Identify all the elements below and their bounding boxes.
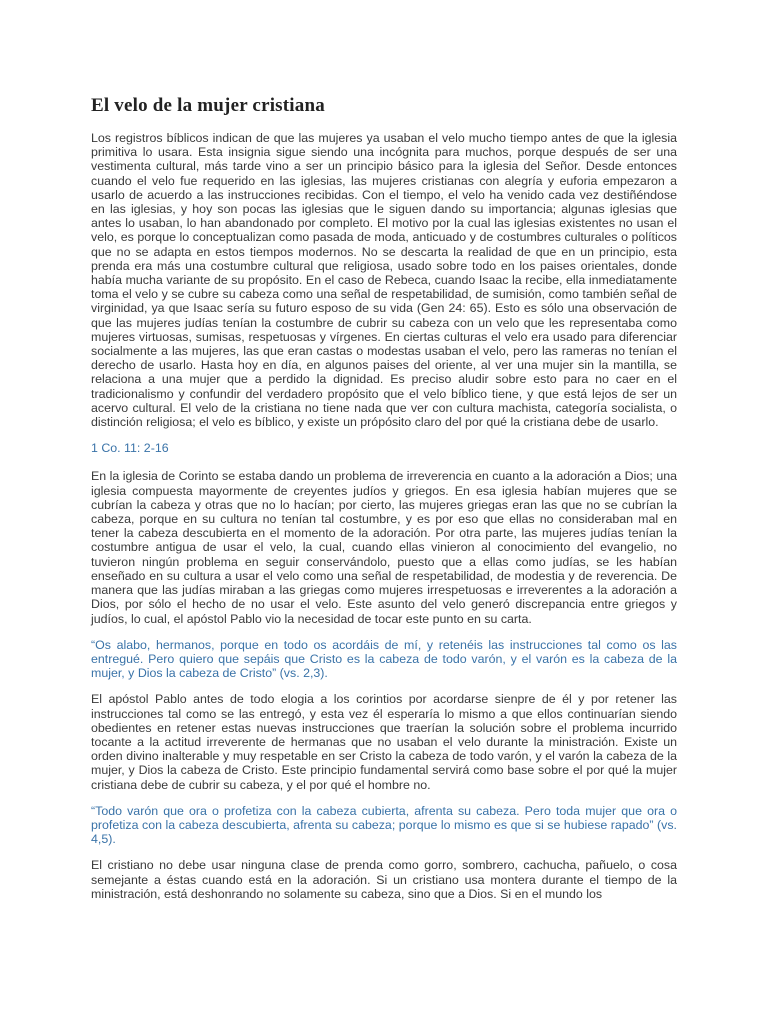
closing-paragraph: El cristiano no debe usar ninguna clase de prenda como gorro, sombrero, cachucha, pañuelo, o cosa semejante a éstas cuando está en la adoración. Si un cristiano usa montera durante el tiempo de la ministración, está deshonrando no solamente su cabeza, sino que a Dios. Si en el mundo los — [91, 858, 677, 901]
document-page — [91, 95, 677, 912]
intro-paragraph: Los registros bíblicos indican de que las mujeres ya usaban el velo mucho tiempo antes de que la iglesia primitiva lo usara. Esta insignia sigue siendo una incógnita para muchos, porque después de ser una vestimenta cultural, más tarde vino a ser un principio básico para la iglesia del Señor. Desde entonces cuando el velo fue requerido en las iglesias, las mujeres cristianas con alegría y euforia empezaron a usarlo de acuerdo a las instrucciones recibidas. Con el tiempo, el velo ha venido cada vez destiñéndose en las iglesias, y hoy son pocas las iglesias que le siguen dando su importancia; algunas iglesias que antes lo usaban, lo han abandonado por completo. El motivo por la cual las iglesias existentes no usan el velo, es porque lo conceptualizan como pasada de moda, anticuado y de costumbres culturales o políticos que no se adapta en estos tiempos modernos. No se descarta la realidad de que en un principio, esta prenda era más una costumbre cultural que religiosa, usado sobre todo en los paises orientales, donde había mucha variante de su propósito. En el caso de Rebeca, cuando Isaac la recibe, ella inmediatamente toma el velo y se cubre su cabeza como una señal de respetabilidad, de sumisión, como también señal de virginidad, ya que Isaac sería su futuro esposo de su vida (Gen 24: 65). Esto es sólo una observación de que las mujeres judías tenían la costumbre de cubrir su cabeza con un velo que les representaba como mujeres virtuosas, sumisas, respetuosas y vírgenes. En ciertas culturas el velo era usado para diferenciar socialmente a las mujeres, las que eran castas o modestas usaban el velo, pero las rameras no tenían el derecho de usarlo. Hasta hoy en día, en algunos paises del oriente, al ver una mujer sin la mantilla, se relaciona a una mujer que a perdido la dignidad. Es preciso aludir sobre esto para no caer en el tradicionalismo y confundir del verdadero propósito que el velo bíblico tiene, y que está lejos de ser un acervo cultural. El velo de la cristiana no tiene nada que ver con cultura machista, categoría socialista, o distinción religiosa; el velo es bíblico, y existe un própósito claro del por qué la cristiana debe de usarlo. — [91, 131, 677, 430]
commentary-paragraph: El apóstol Pablo antes de todo elogia a los corintios por acordarse sienpre de él y por retener las instrucciones tal como se las entregó, y esta vez él esperaría lo mismo a que ellos continuarían siendo obedientes en retener estas nuevas instrucciones que traerían la solución sobre el problema incurrido tocante a la actitud irreverente de hermanas que no usaban el velo durante la ministración. Existe un orden divino inalterable y muy respetable en ser Cristo la cabeza de todo varón, y el varón la cabeza de la mujer, y Dios la cabeza de Cristo. Este principio fundamental servirá como base sobre el por qué la mujer cristiana debe de cubrir su cabeza, y el por qué el hombre no. — [91, 692, 677, 792]
corinth-paragraph: En la iglesia de Corinto se estaba dando un problema de irreverencia en cuanto a la adoración a Dios; una iglesia compuesta mayormente de creyentes judíos y griegos. En esa iglesia habían mujeres que se cubrían la cabeza y otras que no lo hacían; por cierto, las mujeres griegas eran las que no se cubrían la cabeza, porque en su cultura no tenían tal costumbre, y es por eso que ellas no consideraban mal en tener la cabeza descubierta en el momento de la adoración. Por otra parte, las mujeres judías tenían la costumbre antigua de usar el velo, la cual, cuando ellas vinieron al conocimiento del evangelio, no tuvieron ningún problema en seguir conservándolo, puesto que a ellas como judías, se les habían enseñado en su cultura a usar el velo como una señal de respetabilidad, de modestia y de reverencia. De manera que las judías miraban a las griegas como mujeres irrespetuosas e irreverentes a la adoración a Dios, por sólo el hecho de no usar el velo. Este asunto del velo generó discrepancia entre griegos y judíos, lo cual, el apóstol Pablo vio la necesidad de tocar este punto en su carta. — [91, 469, 677, 626]
scripture-quote-verses-4-5: “Todo varón que ora o profetiza con la cabeza cubierta, afrenta su cabeza. Pero toda mujer que ora o profetiza con la cabeza descubierta, afrenta su cabeza; porque lo mismo es que si se hubiese rapado” (vs. 4,5). — [91, 803, 677, 847]
document-title: El velo de la mujer cristiana — [91, 95, 325, 116]
scripture-reference-link[interactable]: 1 Co. 11: 2-16 — [91, 441, 169, 456]
scripture-quote-verses-2-3: “Os alabo, hermanos, porque en todo os acordáis de mí, y retenéis las instrucciones tal como os las entregué. Pero quiero que sepáis que Cristo es la cabeza de todo varón, y el varón es la cabeza de la mujer, y Dios la cabeza de Cristo” (vs. 2,3). — [91, 637, 677, 681]
